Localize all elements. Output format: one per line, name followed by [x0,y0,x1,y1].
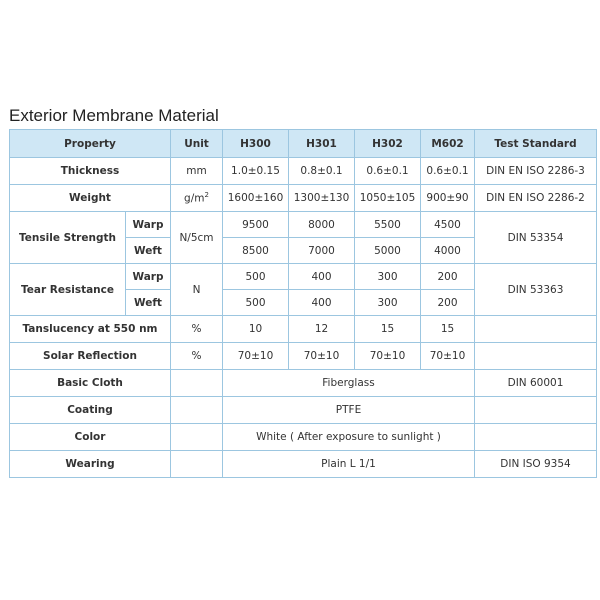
standard-cell: DIN EN ISO 2286-2 [475,185,597,212]
value-cell: 200 [421,264,475,290]
standard-cell [475,397,597,424]
standard-cell: DIN 53354 [475,212,597,264]
value-cell: 5000 [355,238,421,264]
row-label: Tensile Strength [10,212,126,264]
table-row-color [10,424,597,451]
standard-cell [475,424,597,451]
header-m602: M602 [421,130,475,158]
row-label: Tear Resistance [10,264,126,316]
table-row-translucency [10,316,597,343]
unit-cell [171,370,223,397]
standard-cell: DIN 53363 [475,264,597,316]
value-cell: 15 [421,316,475,343]
value-cell: 500 [223,264,289,290]
unit-cell: N/5cm [171,212,223,264]
standard-cell [475,343,597,370]
membrane-spec-table [9,129,597,478]
value-cell: 70±10 [223,343,289,370]
value-cell: Fiberglass [223,370,475,397]
value-cell: 7000 [289,238,355,264]
unit-cell: % [171,343,223,370]
row-label: Solar Reflection [10,343,171,370]
value-cell: 8000 [289,212,355,238]
value-cell: White ( After exposure to sunlight ) [223,424,475,451]
row-label: Coating [10,397,171,424]
row-label: Thickness [10,158,171,185]
value-cell: 8500 [223,238,289,264]
table-header-row [10,130,597,158]
value-cell: 1.0±0.15 [223,158,289,185]
unit-text: g/m [184,192,205,205]
table-row-thickness [10,158,597,185]
sub-label: Weft [126,290,171,316]
value-cell: 900±90 [421,185,475,212]
table-row-solar-reflection [10,343,597,370]
row-label: Tanslucency at 550 nm [10,316,171,343]
value-cell: 15 [355,316,421,343]
unit-cell: % [171,316,223,343]
value-cell: 70±10 [421,343,475,370]
standard-cell: DIN 60001 [475,370,597,397]
row-label: Color [10,424,171,451]
header-h301: H301 [289,130,355,158]
table-row-tensile-warp [10,212,597,238]
value-cell: PTFE [223,397,475,424]
value-cell: 1300±130 [289,185,355,212]
value-cell: 4500 [421,212,475,238]
unit-cell [171,185,223,212]
value-cell: 5500 [355,212,421,238]
table-row-weight [10,185,597,212]
value-cell: 12 [289,316,355,343]
header-h300: H300 [223,130,289,158]
header-unit: Unit [171,130,223,158]
standard-cell [475,316,597,343]
value-cell: 10 [223,316,289,343]
value-cell: 70±10 [355,343,421,370]
value-cell: 70±10 [289,343,355,370]
unit-cell: mm [171,158,223,185]
row-label: Weight [10,185,171,212]
value-cell: 300 [355,290,421,316]
unit-cell [171,451,223,478]
value-cell: 1050±105 [355,185,421,212]
value-cell: 400 [289,264,355,290]
value-cell: 200 [421,290,475,316]
standard-cell: DIN ISO 9354 [475,451,597,478]
sub-label: Warp [126,264,171,290]
value-cell: Plain L 1/1 [223,451,475,478]
value-cell: 1600±160 [223,185,289,212]
unit-cell [171,397,223,424]
header-property: Property [10,130,171,158]
page-title: Exterior Membrane Material [9,106,219,125]
table-row-basic-cloth [10,370,597,397]
table-row-wearing [10,451,597,478]
unit-cell: N [171,264,223,316]
header-test-standard: Test Standard [475,130,597,158]
header-h302: H302 [355,130,421,158]
value-cell: 500 [223,290,289,316]
unit-superscript: 2 [204,191,209,200]
sub-label: Weft [126,238,171,264]
value-cell: 400 [289,290,355,316]
value-cell: 0.6±0.1 [421,158,475,185]
value-cell: 300 [355,264,421,290]
row-label: Basic Cloth [10,370,171,397]
table-row-tear-warp [10,264,597,290]
unit-cell [171,424,223,451]
table-row-coating [10,397,597,424]
standard-cell: DIN EN ISO 2286-3 [475,158,597,185]
value-cell: 0.6±0.1 [355,158,421,185]
row-label: Wearing [10,451,171,478]
value-cell: 9500 [223,212,289,238]
value-cell: 4000 [421,238,475,264]
value-cell: 0.8±0.1 [289,158,355,185]
sub-label: Warp [126,212,171,238]
